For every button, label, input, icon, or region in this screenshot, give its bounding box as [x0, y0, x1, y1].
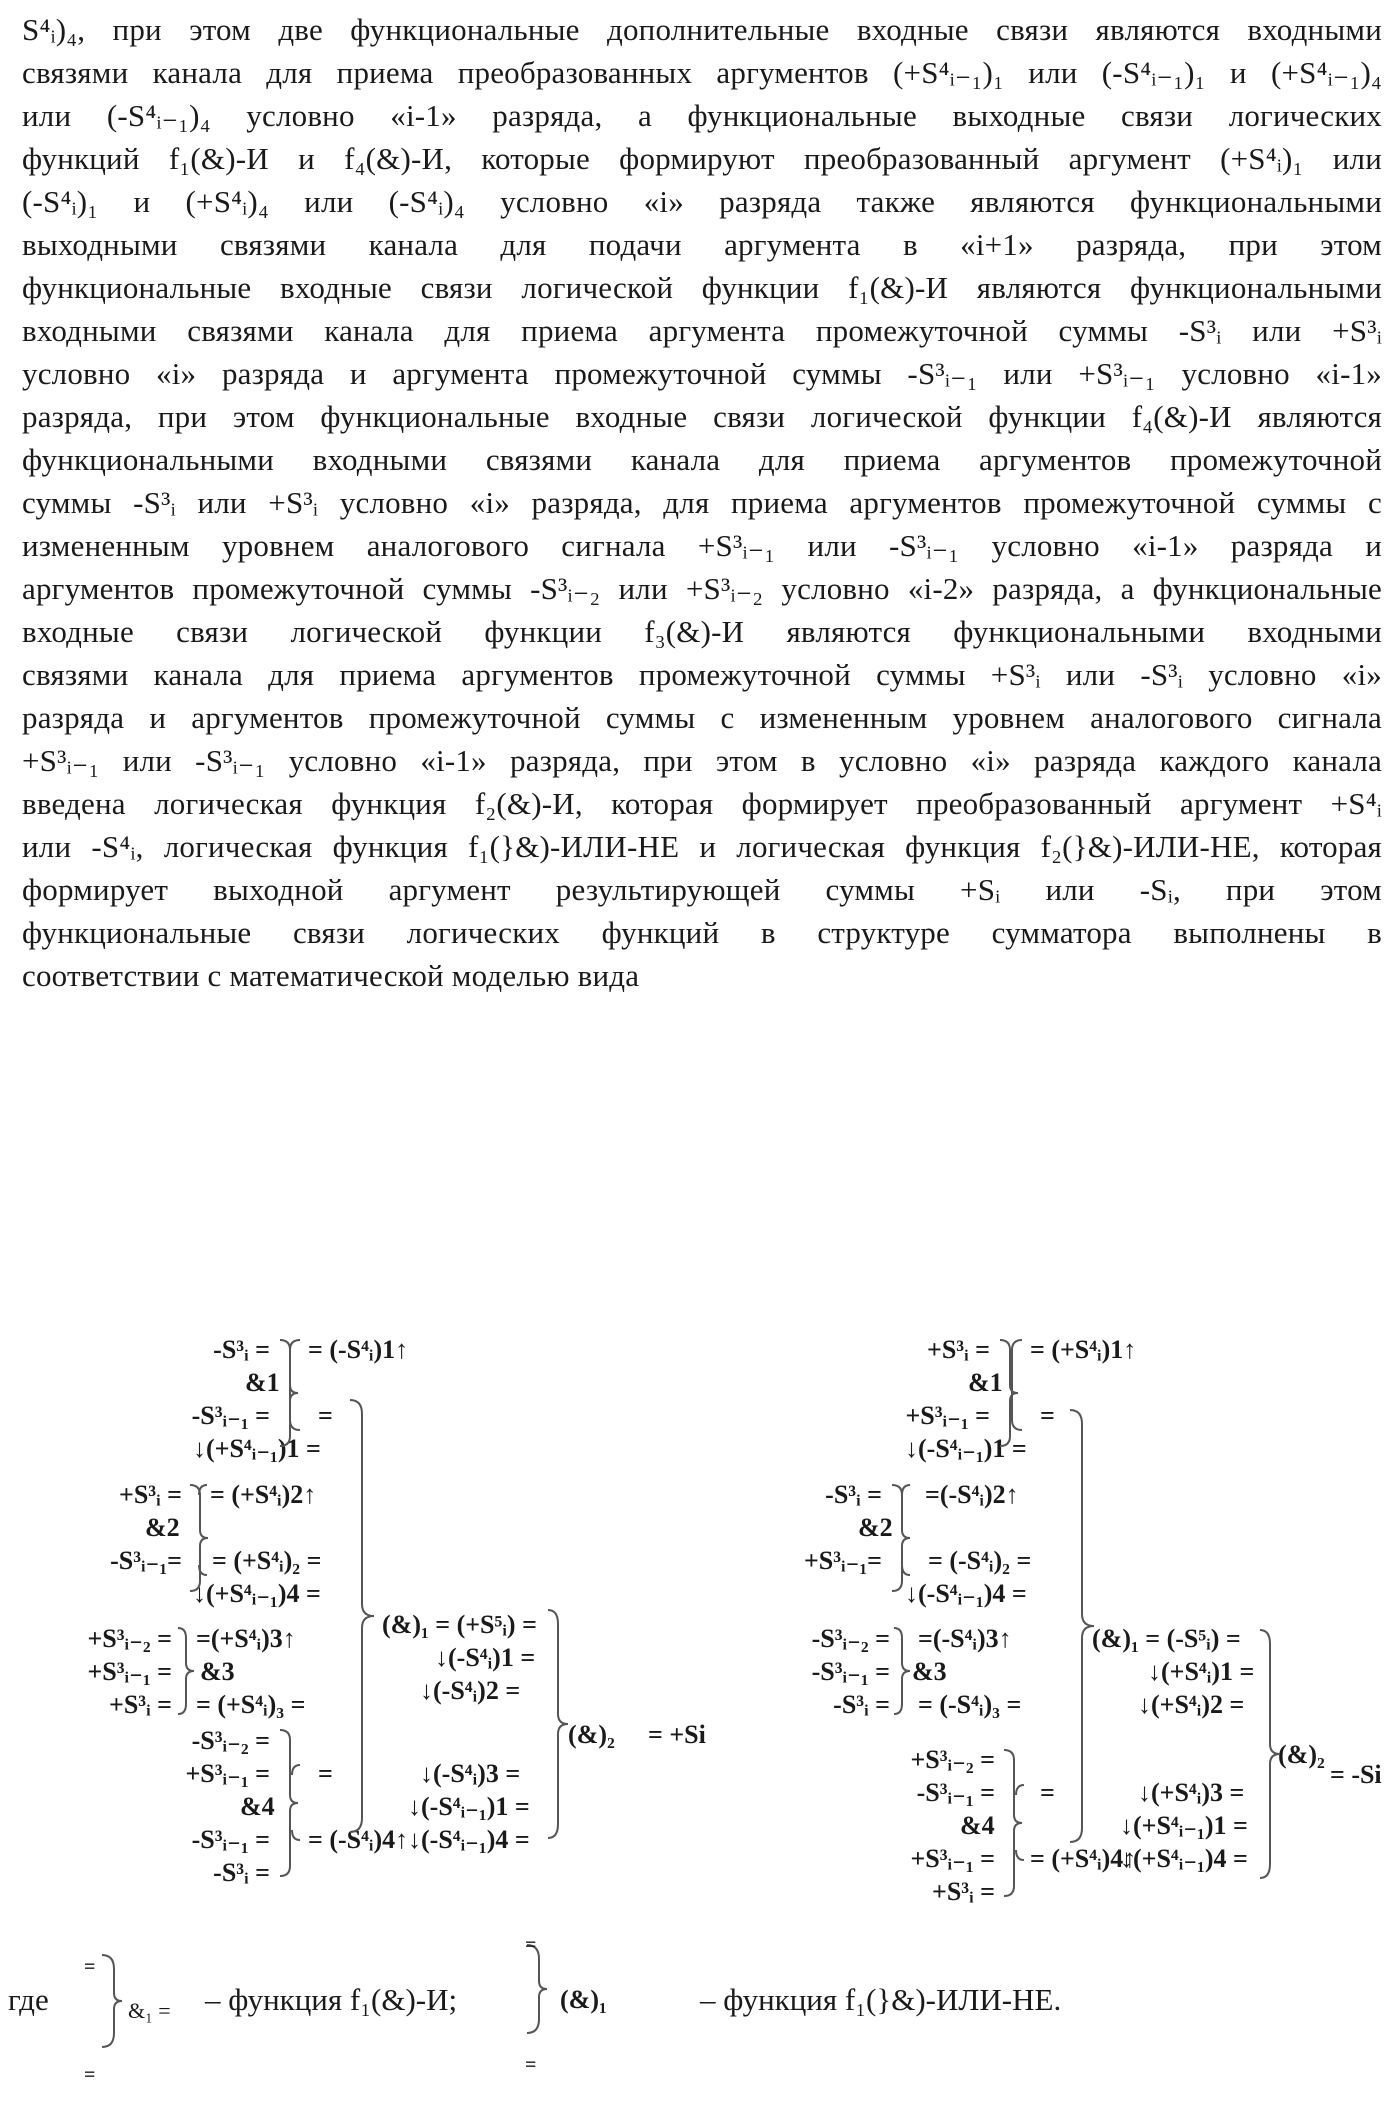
legend-where: где: [8, 1982, 49, 2018]
right-g1-out2: =: [1040, 1401, 1055, 1431]
right-g3-in2: -S³ᵢ₋₁ =: [740, 1657, 890, 1687]
left-or2: (&)₂: [568, 1720, 615, 1750]
left-or1-arg: ↓(-S⁴ᵢ)2 =: [420, 1676, 520, 1706]
text-line: формирует выходной аргумент результирующей суммы +Sᵢ или -Sᵢ, при этом: [22, 870, 1382, 910]
left-result: = +Si: [648, 1720, 706, 1750]
left-g4-op: &4: [240, 1792, 275, 1822]
right-g2-in1: -S³ᵢ =: [760, 1480, 882, 1510]
right-g2-out2: = (-S⁴ᵢ)₂ =: [928, 1546, 1031, 1576]
right-g1-op: &1: [968, 1368, 1003, 1398]
left-or1-head: (&)₁ = (+S⁵ᵢ) =: [382, 1610, 537, 1640]
text-line: или -S⁴ᵢ, логическая функция f₁(}&)-ИЛИ-НЕ и логическая функция f₂(}&)-ИЛИ-НЕ, которая: [22, 827, 1382, 867]
right-g4-op: &4: [960, 1811, 995, 1841]
right-g3-in1: -S³ᵢ₋₂ =: [740, 1624, 890, 1654]
left-g1-op: &1: [245, 1368, 280, 1398]
right-or1-arg: ↓(+S⁴ᵢ)3 =: [1138, 1778, 1244, 1808]
legend-or-text: – функция f₁(}&)-ИЛИ-НЕ.: [700, 1982, 1061, 2018]
text-line: введена логическая функция f₂(&)-И, которая формирует преобразованный аргумент +S⁴ᵢ: [22, 784, 1382, 824]
left-g1-out1: = (-S⁴ᵢ)1↑: [308, 1335, 408, 1365]
text-line: или (-S⁴ᵢ₋₁)₄ условно «i-1» разряда, а функциональные выходные связи логических: [22, 96, 1382, 136]
legend-and-symbol: &₁ =: [128, 1996, 171, 2026]
left-g3-out1: =(+S⁴ᵢ)3↑: [196, 1624, 296, 1654]
left-g4-in3: -S³ᵢ₋₁ =: [130, 1825, 270, 1855]
text-line: суммы -S³ᵢ или +S³ᵢ условно «i» разряда, для приема аргументов промежуточной суммы с: [22, 483, 1382, 523]
text-line: измененным уровнем аналогового сигнала +S³ᵢ₋₁ или -S³ᵢ₋₁ условно «i-1» разряда и: [22, 526, 1382, 566]
right-or1-arg: ↓(+S⁴ᵢ)2 =: [1138, 1690, 1244, 1720]
right-g2-out1: =(-S⁴ᵢ)2↑: [925, 1480, 1019, 1510]
right-g4-out2: = (+S⁴ᵢ)4↑: [1030, 1844, 1136, 1874]
text-line: функциональными входными связями канала для приема аргументов промежуточной: [22, 440, 1382, 480]
text-line: соответствии с математической моделью вида: [22, 956, 1382, 996]
right-g4-out1: =: [1040, 1778, 1055, 1808]
text-line: входными связями канала для приема аргумента промежуточной суммы -S³ᵢ или +S³ᵢ: [22, 311, 1382, 351]
text-line: связями канала для приема преобразованных аргументов (+S⁴ᵢ₋₁)₁ или (-S⁴ᵢ₋₁)₁ и (+S⁴ᵢ₋₁)₄: [22, 53, 1382, 93]
right-g1-in1: +S³ᵢ =: [860, 1335, 990, 1365]
left-or1-arg: ↓(-S⁴ᵢ₋₁)4 =: [408, 1825, 530, 1855]
right-g3-out2: = (-S⁴ᵢ)₃ =: [918, 1690, 1021, 1720]
text-line: разряда и аргументов промежуточной суммы с измененным уровнем аналогового сигнала: [22, 698, 1382, 738]
left-g1-out2: =: [318, 1401, 333, 1431]
left-g1-arg: ↓(+S⁴ᵢ₋₁)1 =: [193, 1434, 321, 1464]
left-or1-arg: ↓(-S⁴ᵢ)3 =: [420, 1759, 520, 1789]
text-line: функциональные связи логических функций в структуре сумматора выполнены в: [22, 913, 1382, 953]
legend-eq-sign: =: [525, 2050, 536, 2080]
right-g4-in1: +S³ᵢ₋₂ =: [860, 1745, 995, 1775]
left-g3-out2: = (+S⁴ᵢ)₃ =: [196, 1690, 305, 1720]
legend-eq-sign: =: [84, 2060, 95, 2090]
left-g3-in3: +S³ᵢ =: [40, 1690, 172, 1720]
right-g2-op: &2: [858, 1513, 893, 1543]
logic-braces: [0, 0, 1397, 2101]
right-g4-in3: +S³ᵢ₋₁ =: [860, 1844, 995, 1874]
text-line: (-S⁴ᵢ)₁ и (+S⁴ᵢ)₄ или (-S⁴ᵢ)₄ условно «i» разряда также являются функциональными: [22, 182, 1382, 222]
right-or1-arg: ↓(+S⁴ᵢ)1 =: [1148, 1657, 1254, 1687]
legend-eq-sign: =: [525, 1930, 536, 1960]
legend-or-symbol: (&)₁: [560, 1985, 607, 2015]
text-line: условно «i» разряда и аргумента промежуточной суммы -S³ᵢ₋₁ или +S³ᵢ₋₁ условно «i-1»: [22, 354, 1382, 394]
left-or1-arg: ↓(-S⁴ᵢ₋₁)1 =: [408, 1792, 530, 1822]
text-line: связями канала для приема аргументов промежуточной суммы +S³ᵢ или -S³ᵢ условно «i»: [22, 655, 1382, 695]
right-g1-arg: ↓(-S⁴ᵢ₋₁)1 =: [905, 1434, 1027, 1464]
left-g2-in2: -S³ᵢ₋₁=: [60, 1546, 182, 1576]
right-or1-arg: ↓(+S⁴ᵢ₋₁)1 =: [1120, 1811, 1248, 1841]
right-g4-in4: +S³ᵢ =: [860, 1877, 995, 1907]
left-g1-in2: -S³ᵢ₋₁ =: [140, 1401, 270, 1431]
text-line: разряда, при этом функциональные входные связи логической функции f₄(&)-И являются: [22, 397, 1382, 437]
right-g3-in3: -S³ᵢ =: [740, 1690, 890, 1720]
legend-and-text: – функция f₁(&)-И;: [205, 1982, 457, 2018]
right-g4-in2: -S³ᵢ₋₁ =: [860, 1778, 995, 1808]
right-g2-in2: +S³ᵢ₋₁=: [760, 1546, 882, 1576]
left-g1-in1: -S³ᵢ =: [140, 1335, 270, 1365]
left-g4-out2: = (-S⁴ᵢ)4↑: [308, 1825, 408, 1855]
right-or2: (&)₂: [1278, 1740, 1325, 1770]
right-result: = -Si: [1330, 1760, 1382, 1790]
text-line: выходными связями канала для подачи аргумента в «i+1» разряда, при этом: [22, 225, 1382, 265]
text-line: входные связи логической функции f₃(&)-И являются функциональными входными: [22, 612, 1382, 652]
left-g4-in4: -S³ᵢ =: [130, 1858, 270, 1888]
left-g3-op: &3: [200, 1657, 235, 1687]
right-g1-out1: = (+S⁴ᵢ)1↑: [1030, 1335, 1136, 1365]
text-line: аргументов промежуточной суммы -S³ᵢ₋₂ или +S³ᵢ₋₂ условно «i-2» разряда, а функциональные: [22, 569, 1382, 609]
right-g3-out1: =(-S⁴ᵢ)3↑: [918, 1624, 1012, 1654]
left-g4-in1: -S³ᵢ₋₂ =: [130, 1726, 270, 1756]
right-or1-arg: ↓(+S⁴ᵢ₋₁)4 =: [1120, 1844, 1248, 1874]
right-g2-arg: ↓(-S⁴ᵢ₋₁)4 =: [905, 1579, 1027, 1609]
legend-eq-sign: =: [84, 1952, 95, 1982]
left-or1-arg: ↓(-S⁴ᵢ)1 =: [435, 1643, 535, 1673]
left-g2-in1: +S³ᵢ =: [60, 1480, 182, 1510]
left-g2-arg: ↓(+S⁴ᵢ₋₁)4 =: [193, 1579, 321, 1609]
right-or1-head: (&)₁ = (-S⁵ᵢ) =: [1092, 1624, 1241, 1654]
left-g4-out1: =: [318, 1759, 333, 1789]
left-g3-in1: +S³ᵢ₋₂ =: [40, 1624, 172, 1654]
text-line: функций f₁(&)-И и f₄(&)-И, которые формируют преобразованный аргумент (+S⁴ᵢ)₁ или: [22, 139, 1382, 179]
text-line: S⁴ᵢ)₄, при этом две функциональные дополнительные входные связи являются входными: [22, 10, 1382, 50]
left-g2-out1: = (+S⁴ᵢ)2↑: [210, 1480, 316, 1510]
text-line: +S³ᵢ₋₁ или -S³ᵢ₋₁ условно «i-1» разряда, при этом в условно «i» разряда каждого канала: [22, 741, 1382, 781]
left-g2-op: &2: [145, 1513, 180, 1543]
text-line: функциональные входные связи логической функции f₁(&)-И являются функциональными: [22, 268, 1382, 308]
right-g3-op: &3: [912, 1657, 947, 1687]
left-g4-in2: +S³ᵢ₋₁ =: [130, 1759, 270, 1789]
left-g2-out2: = (+S⁴ᵢ)₂ =: [212, 1546, 321, 1576]
left-g3-in2: +S³ᵢ₋₁ =: [40, 1657, 172, 1687]
right-g1-in2: +S³ᵢ₋₁ =: [860, 1401, 990, 1431]
